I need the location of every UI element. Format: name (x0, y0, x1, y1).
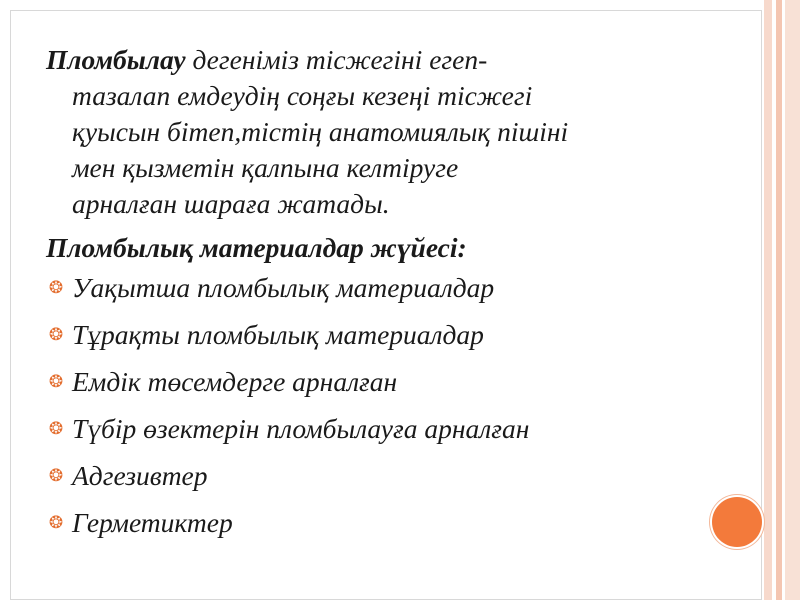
sun-bullet-icon: ❂ (48, 466, 64, 485)
list-item (46, 315, 746, 362)
list-item (46, 409, 746, 456)
definition-line: арналған шараға жатады. (72, 188, 390, 219)
list-item-label: Уақытша пломбылық материалдар (72, 272, 495, 303)
definition-term: Пломбылау (46, 44, 186, 75)
definition-line: мен қызметін қалпына келтіруге (72, 152, 459, 183)
slide-content (46, 42, 746, 550)
sun-bullet-icon: ❂ (48, 372, 64, 391)
list-item (46, 268, 746, 315)
materials-list (46, 268, 746, 550)
list-item-label: Герметиктер (72, 507, 233, 538)
list-item-label: Тұрақты пломбылық материалдар (72, 319, 484, 350)
definition-line: қуысын бітеп,тістің анатомиялық пішіні (72, 116, 569, 147)
definition-first-line: дегеніміз тісжегіні егеп- (185, 44, 488, 75)
sun-bullet-icon: ❂ (48, 278, 64, 297)
sun-bullet-icon: ❂ (48, 419, 64, 438)
list-item (46, 456, 746, 503)
list-item-label: Адгезивтер (72, 460, 208, 491)
list-item-label: Емдік төсемдерге арналған (72, 366, 398, 397)
definition-paragraph (46, 42, 746, 222)
list-item (46, 503, 746, 550)
list-item (46, 362, 746, 409)
decorative-stripe (764, 0, 772, 600)
list-heading: Пломбылық материалдар жүйесі: (46, 232, 467, 263)
sun-bullet-icon: ❂ (48, 513, 64, 532)
sun-bullet-icon: ❂ (48, 325, 64, 344)
decorative-stripe (785, 0, 800, 600)
definition-line: тазалап емдеудің соңғы кезеңі тісжегі (72, 80, 533, 111)
list-item-label: Түбір өзектерін пломбылауға арналған (72, 413, 530, 444)
